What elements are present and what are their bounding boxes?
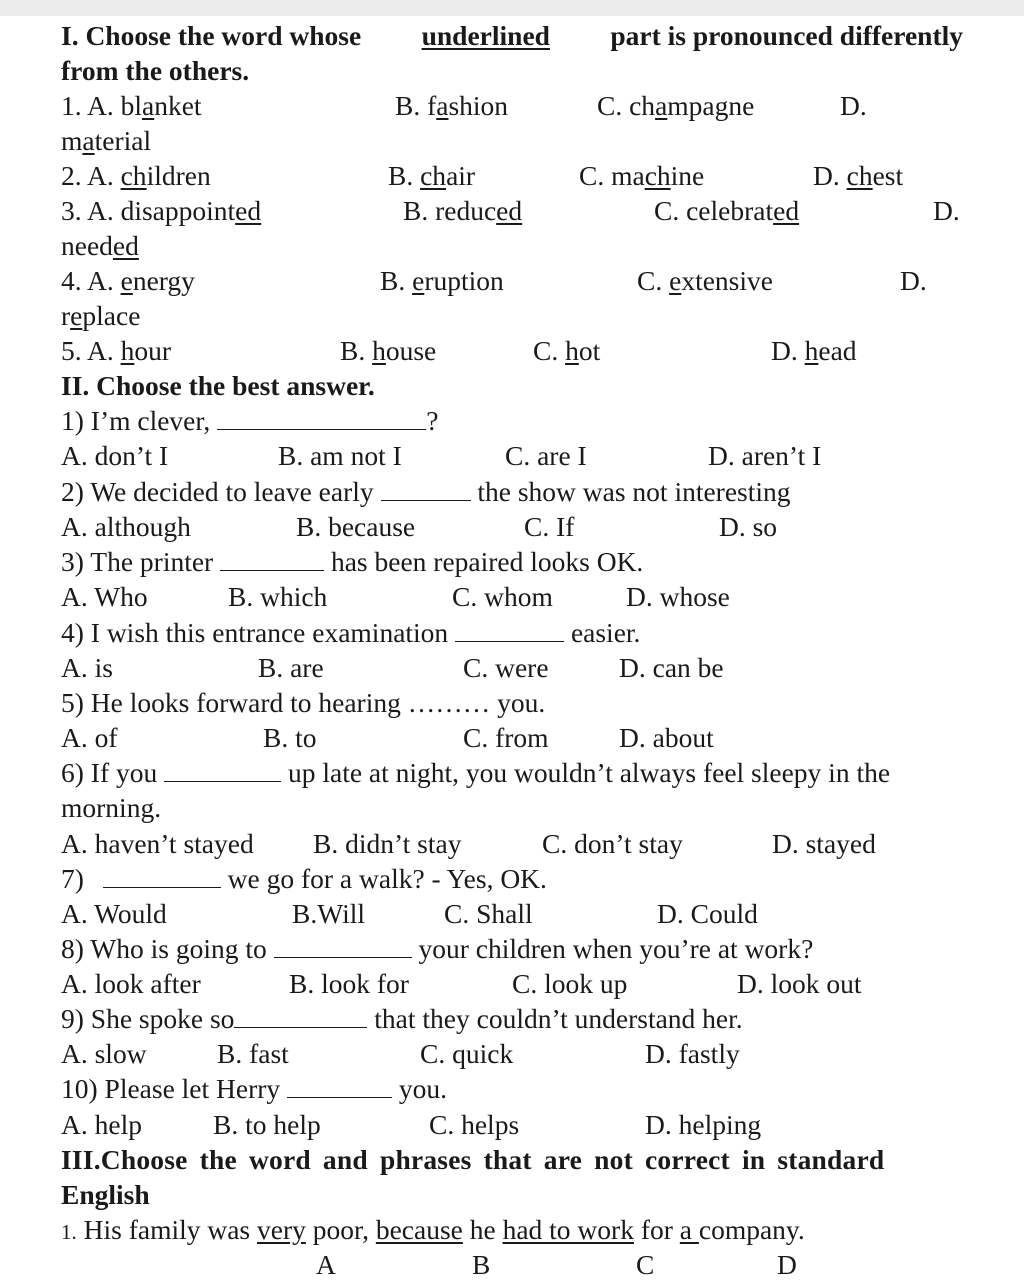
s2-q3-option-b: B. which [228, 581, 328, 612]
s1-q5-option-b: B. house [340, 335, 437, 366]
s2-q7-option-b: B.Will [292, 898, 365, 929]
s1-q5-option-c: C. hot [533, 335, 601, 366]
s2-q7-option-d: D. Could [657, 898, 758, 929]
s3-q1-label-b: B [472, 1249, 491, 1280]
s2-q6-option-d: D. stayed [772, 828, 876, 859]
s1-q1-option-b: B. fashion [395, 90, 509, 121]
s2-q9-option-a: A. slow [61, 1038, 147, 1069]
s2-q8-option-b: B. look for [289, 968, 409, 999]
s3-q1-label-d: D [777, 1249, 797, 1280]
s2-q9-option-c: C. quick [420, 1038, 514, 1069]
s2-q4-option-b: B. are [258, 652, 324, 683]
s1-q2-option-a: 2. A. children [61, 160, 211, 191]
s2-q7-stem: 7) we go for a walk? - Yes, OK. [61, 863, 547, 894]
s1-q1-option-c: C. champagne [597, 90, 755, 121]
s2-q6-stem-line2: morning. [61, 792, 162, 823]
s1-q2-option-b: B. chair [388, 160, 476, 191]
s2-q9-stem: 9) She spoke so that they couldn’t understand her. [61, 1003, 743, 1034]
s3-q1-label-a: A [316, 1249, 336, 1280]
s2-q5-option-c: C. from [463, 722, 549, 753]
s2-q10-stem: 10) Please let Herry you. [61, 1073, 448, 1104]
answer-blank [274, 933, 412, 958]
s2-q10-option-d: D. helping [645, 1109, 762, 1140]
error-option-d: a [679, 1214, 699, 1245]
answer-blank [287, 1073, 392, 1098]
s2-q5-option-a: A. of [61, 722, 118, 753]
s3-q1-sentence: 1. His family was very poor, because he had to work for a company. [61, 1214, 805, 1245]
s2-q6-option-a: A. haven’t stayed [61, 828, 254, 859]
s2-q6-option-c: C. don’t stay [542, 828, 683, 859]
section3-heading-line2: English [61, 1179, 150, 1210]
s2-q1-option-c: C. are I [505, 440, 587, 471]
s2-q4-option-a: A. is [61, 652, 113, 683]
s2-q3-option-c: C. whom [452, 581, 553, 612]
s2-q1-option-a: A. don’t I [61, 440, 169, 471]
answer-blank [217, 405, 426, 430]
s1-q5-option-a: 5. A. hour [61, 335, 172, 366]
s1-q1-option-a: 1. A. blanket [61, 90, 202, 121]
s2-q5-option-b: B. to [263, 722, 317, 753]
s2-q10-option-b: B. to help [213, 1109, 321, 1140]
s2-q1-option-d: D. aren’t I [708, 440, 822, 471]
s1-q4-option-a: 4. A. energy [61, 265, 195, 296]
answer-blank [381, 476, 471, 501]
s2-q8-stem: 8) Who is going to your children when you’re at work? [61, 933, 814, 964]
s2-q3-option-d: D. whose [626, 581, 730, 612]
s1-q4-option-d-label: D. [900, 265, 927, 296]
answer-blank [234, 1003, 367, 1028]
s2-q8-option-a: A. look after [61, 968, 201, 999]
answer-blank [220, 546, 324, 571]
s2-q3-option-a: A. Who [61, 581, 148, 612]
s2-q4-stem: 4) I wish this entrance examination easier. [61, 617, 641, 648]
s2-q6-stem: 6) If you up late at night, you wouldn’t always feel sleepy in the [61, 757, 891, 788]
s2-q9-option-d: D. fastly [645, 1038, 740, 1069]
s2-q3-stem: 3) The printer has been repaired looks OK. [61, 546, 644, 577]
s1-q4-option-b: B. eruption [380, 265, 504, 296]
answer-blank [455, 617, 564, 642]
s2-q2-stem: 2) We decided to leave early the show was not interesting [61, 476, 791, 507]
s2-q7-option-a: A. Would [61, 898, 167, 929]
s1-q4-option-c: C. extensive [637, 265, 773, 296]
s2-q2-option-b: B. because [296, 511, 416, 542]
top-edge-strip [0, 0, 1024, 16]
error-option-c: had to work [502, 1214, 634, 1245]
s2-q8-option-c: C. look up [512, 968, 628, 999]
s2-q7-option-c: C. Shall [444, 898, 533, 929]
s2-q1-option-b: B. am not I [278, 440, 402, 471]
section3-heading: III.Choose the word and phrases that are not correct in standard [61, 1144, 885, 1175]
section2-heading: II. Choose the best answer. [61, 370, 375, 401]
s2-q9-option-b: B. fast [217, 1038, 289, 1069]
s1-q3-option-c: C. celebrated [654, 195, 800, 226]
s1-q5-option-d: D. head [771, 335, 857, 366]
s2-q2-option-c: C. If [524, 511, 575, 542]
s1-q1-option-d-label: D. [840, 90, 867, 121]
s2-q1-stem: 1) I’m clever, ? [61, 405, 439, 436]
s1-q3-option-b: B. reduced [403, 195, 523, 226]
s1-q2-option-d: D. chest [813, 160, 904, 191]
s2-q10-option-c: C. helps [429, 1109, 520, 1140]
answer-blank [103, 863, 221, 888]
s2-q2-option-d: D. so [719, 511, 778, 542]
section1-heading-line2: from the others. [61, 55, 250, 86]
s1-q3-option-d-label: D. [933, 195, 960, 226]
error-option-b: because [375, 1214, 463, 1245]
s3-q1-label-c: C [636, 1249, 655, 1280]
s2-q4-option-d: D. can be [619, 652, 724, 683]
s2-q5-option-d: D. about [619, 722, 714, 753]
s1-q3-option-d: needed [61, 230, 139, 261]
s1-q1-option-d: material [61, 125, 152, 156]
s2-q5-stem: 5) He looks forward to hearing ……… you. [61, 687, 546, 718]
s2-q8-option-d: D. look out [737, 968, 862, 999]
s2-q6-option-b: B. didn’t stay [313, 828, 462, 859]
s1-q3-option-a: 3. A. disappointed [61, 195, 262, 226]
section1-heading: I. Choose the word whose underlined part is pronounced differently [61, 20, 963, 51]
s1-q2-option-c: C. machine [579, 160, 705, 191]
s1-q4-option-d: replace [61, 300, 141, 331]
answer-blank [164, 757, 281, 782]
s2-q10-option-a: A. help [61, 1109, 142, 1140]
s2-q4-option-c: C. were [463, 652, 549, 683]
error-option-a: very [257, 1214, 306, 1245]
s2-q2-option-a: A. although [61, 511, 191, 542]
